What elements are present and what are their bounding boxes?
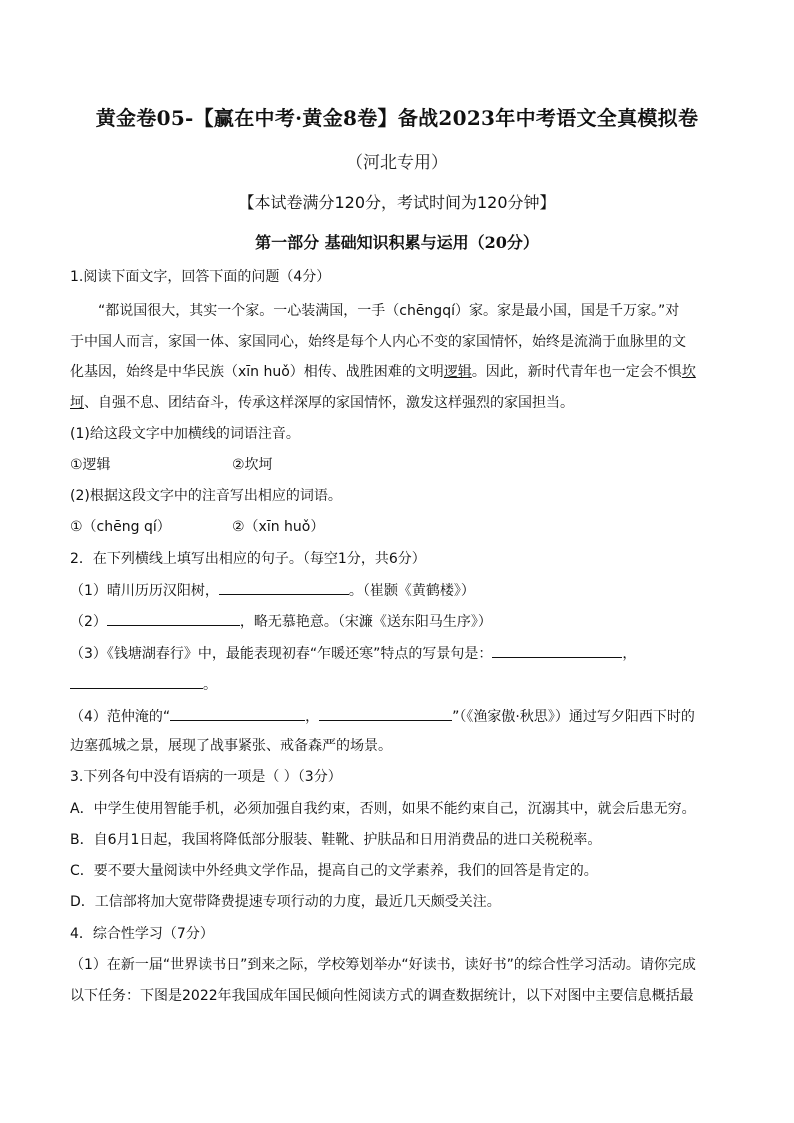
q2-line-4 <box>70 674 730 695</box>
q1-item-kanke: ②坎坷 <box>232 457 273 473</box>
q1-subquestion-1: (1)给这段文字中加横线的词语注音。 <box>70 426 300 442</box>
q1-subquestion-1-items <box>70 455 730 475</box>
q2-line-1 <box>70 580 730 601</box>
q3-option-b: B．自6月1日起，我国将降低部分服装、鞋靴、护肤品和日用消费品的进口关税税率。 <box>70 832 602 848</box>
q1-subquestion-2: (2)根据这段文字中的注音写出相应的词语。 <box>70 488 342 504</box>
underlined-word-luoji: 逻辑 <box>443 364 472 380</box>
q1-paragraph-line-1: “都说国很大，其实一个家。一心装满国，一手（chēngqí）家。家是最小国，国是千万家。”对 <box>98 303 680 319</box>
q3-option-c: C．要不要大量阅读中外经典文学作品，提高自己的文学素养，我们的回答是肯定的。 <box>70 863 598 879</box>
q2-separator: ， <box>305 709 320 725</box>
q1-subquestion-2-items <box>70 517 730 537</box>
q2-line-2 <box>70 611 730 632</box>
answer-blank[interactable] <box>107 611 240 626</box>
q2-line-3 <box>70 643 730 664</box>
q4-stem: 4．综合性学习（7分） <box>70 926 214 942</box>
q1-text-segment: 。因此，新时代青年也一定会不惧 <box>471 364 682 380</box>
q2-source-2: ，略无慕艳意。（宋濂《送东阳马生序》） <box>239 614 492 630</box>
q1-text-segment: 、自强不息、团结奋斗，传承这样深厚的家国情怀，激发这样强烈的家国担当。 <box>84 395 574 411</box>
q2-separator: ， <box>622 646 637 662</box>
q2-prompt-2: （2） <box>70 614 107 630</box>
q1-item-luoji: ①逻辑 <box>70 457 111 473</box>
q2-period: 。 <box>203 677 217 693</box>
q1-text-segment: 化基因，始终是中华民族（xīn huǒ）相传、战胜困难的文明 <box>70 364 444 380</box>
q2-prompt-3: （3）《钱塘湖春行》中，最能表现初春“乍暖还寒”特点的写景句是： <box>70 646 493 662</box>
q1-item-chengqi: ①（chēng qí） <box>70 519 171 535</box>
q2-line-5 <box>70 706 730 727</box>
q2-source-1: 。（崔颢《黄鹤楼》） <box>348 583 475 599</box>
answer-blank[interactable] <box>70 674 203 689</box>
exam-notice: 【本试卷满分120分，考试时间为120分钟】 <box>238 193 556 212</box>
q2-stem: 2．在下列横线上填写出相应的句子。（每空1分，共6分） <box>70 551 426 567</box>
underlined-word-kan: 坎 <box>681 364 696 380</box>
q4-line-1: （1）在新一届“世界读书日”到来之际，学校筹划举办“好读书，读好书”的综合性学习活动。请你完成 <box>70 957 696 973</box>
section-heading: 第一部分 基础知识积累与运用（20分） <box>255 233 539 252</box>
q1-item-xinhuo: ②（xīn huǒ） <box>232 519 325 535</box>
q4-line-2: 以下任务：下图是2022年我国成年国民倾向性阅读方式的调查数据统计，以下对图中主要信息概括最 <box>70 988 694 1004</box>
q3-option-d: D．工信部将加大宽带降费提速专项行动的力度，最近几天颇受关注。 <box>70 894 501 910</box>
q3-option-a: A．中学生使用智能手机，必须加强自我约束，否则，如果不能约束自己，沉溺其中，就会后患无穷。 <box>70 801 696 817</box>
answer-blank[interactable] <box>492 643 622 658</box>
underlined-word-ke: 坷 <box>70 395 84 411</box>
q1-paragraph-line-3 <box>70 362 730 382</box>
answer-blank[interactable] <box>319 706 452 721</box>
q2-source-4: ”（《渔家傲·秋思》）通过写夕阳西下时的 <box>452 709 695 725</box>
answer-blank[interactable] <box>170 706 305 721</box>
page-title: 黄金卷05-【赢在中考·黄金8卷】备战2023年中考语文全真模拟卷 <box>95 106 699 130</box>
q1-stem: 1.阅读下面文字，回答下面的问题（4分） <box>70 269 331 285</box>
q1-paragraph-line-2: 于中国人而言，家国一体、家国同心，始终是每个人内心不变的家国情怀，始终是流淌于血脉里的文 <box>70 334 686 350</box>
q1-paragraph-line-4 <box>70 393 730 413</box>
q3-stem: 3.下列各句中没有语病的一项是（ ）（3分） <box>70 769 342 785</box>
answer-blank[interactable] <box>219 580 349 595</box>
q2-prompt-1: （1）晴川历历汉阳树， <box>70 583 219 599</box>
page-subtitle: （河北专用） <box>346 153 448 173</box>
q2-prompt-4: （4）范仲淹的“ <box>70 709 171 725</box>
q2-line-6: 边塞孤城之景，展现了战事紧张、戒备森严的场景。 <box>70 738 392 754</box>
